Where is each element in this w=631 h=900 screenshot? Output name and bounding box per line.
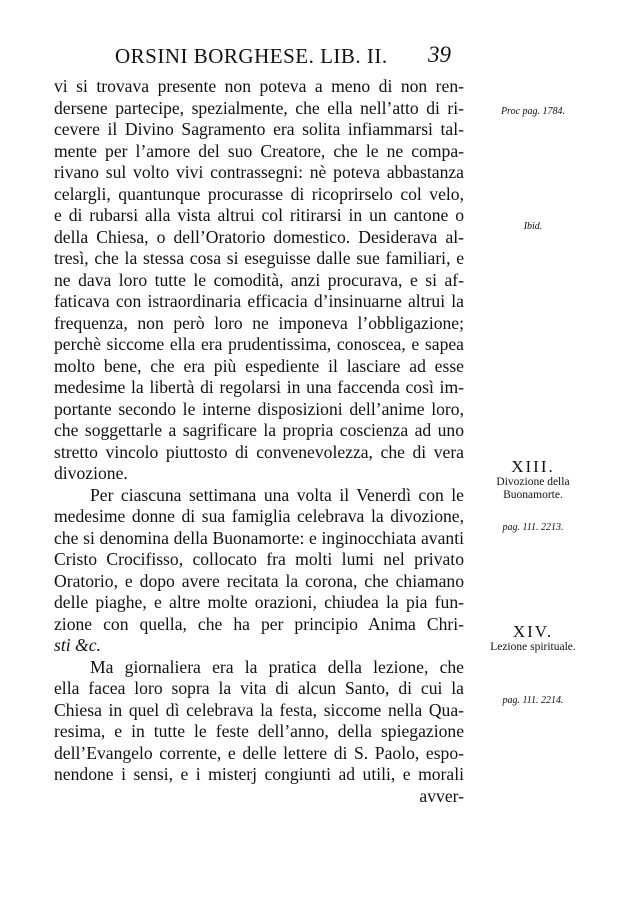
- text-line: della Chiesa, o dell’Oratorio domestico. Desiderava al-: [54, 226, 464, 247]
- text-line: medesime donne di sua famiglia celebrava la divozione,: [54, 506, 464, 526]
- page-header: [0, 44, 631, 74]
- text-line: rivano sul volto vivi contrassegni: nè poteva abbastanza: [54, 162, 464, 182]
- text-line: Cristo Crocifisso, collocato fra molti lumi nel privato: [54, 549, 464, 569]
- text-line: delle piaghe, e altre molte orazioni, chiudea la pia fun-: [54, 592, 464, 612]
- section-title: Lezione spirituale.: [490, 641, 576, 653]
- text-line: ne dava loro tutte le comodità, anzi procurava, e si af-: [54, 269, 464, 290]
- section-number: XIII.: [511, 457, 555, 476]
- catchword: avver-: [419, 785, 464, 806]
- text-line: medesime la libertà di regolarsi in una faccenda così im-: [54, 377, 464, 397]
- text-line: divozione.: [54, 463, 128, 483]
- text-line: e di rubarsi alla vista altrui col ritirarsi in un cantone o: [54, 205, 464, 225]
- text-line: che si denomina della Buonamorte: e inginocchiata avanti: [54, 527, 464, 548]
- text-line: nendone i sensi, e i misterj congiunti ad utili, e morali: [54, 764, 464, 784]
- margin-reference: Proc pag. 1784.: [500, 106, 566, 117]
- text-line: dersene partecipe, spezialmente, che ella nell’atto di ri-: [54, 97, 464, 118]
- text-line: perchè siccome ella era prudentissima, conoscea, e sapea: [54, 334, 464, 354]
- text-line: faticava con istraordinaria efficacia d’insinuarne altrui la: [54, 291, 464, 311]
- text-line: molto bene, che era più espediente il lasciare ad esse: [54, 355, 464, 376]
- paragraph-start-line: Per ciascuna settimana una volta il Venerdì con le: [90, 484, 464, 505]
- text-line: Oratorio, e dopo avere recitata la corona, che chiamano: [54, 570, 464, 591]
- text-line: frequenza, non però loro ne imponeva l’obbligazione;: [54, 312, 464, 333]
- text-line: portante secondo le interne disposizioni dell’anime loro,: [54, 398, 464, 419]
- text-line: ella facea loro sopra la vita di alcun Santo, di cui la: [54, 678, 464, 698]
- section-heading-14: [474, 623, 592, 654]
- paragraph-start-line: Ma giornaliera era la pratica della lezione, che: [90, 656, 464, 677]
- section-heading-13: [474, 458, 592, 502]
- margin-reference: pag. 111. 2214.: [502, 695, 564, 706]
- text-line: zione con quella, che ha per principio Anima Chri-: [54, 613, 464, 634]
- text-line: dell’Evangelo corrente, e delle lettere di S. Paolo, espo-: [54, 742, 464, 763]
- section-number: XIV.: [512, 622, 554, 641]
- page-number: 39: [428, 42, 451, 67]
- body-text: [54, 76, 464, 807]
- text-line: Chiesa in quel dì celebrava la festa, siccome nella Qua-: [54, 699, 464, 720]
- margin-reference: pag. 111. 2213.: [502, 522, 564, 533]
- section-title: Divozione della Buonamorte.: [496, 476, 570, 501]
- text-line: sti &c.: [54, 635, 101, 655]
- text-line: celargli, quantunque procurasse di ricoprirselo col velo,: [54, 183, 464, 204]
- text-line: cevere il Divino Sagramento era solita infiammarsi tal-: [54, 119, 464, 139]
- text-line: mente per l’amore del suo Creatore, che le ne compa-: [54, 140, 464, 161]
- text-line: che soggettarle a sagrificare la propria coscienza ad uno: [54, 420, 464, 440]
- text-line: vi si trovava presente non poteva a meno di non ren-: [54, 76, 464, 96]
- margin-reference: Ibid.: [523, 221, 543, 232]
- text-line: stretto vincolo piuttosto di convenevolezza, che di vera: [54, 441, 464, 462]
- text-line: tresì, che la stessa cosa si eseguisse dalle sue familiari, e: [54, 248, 464, 268]
- text-line: resima, e in tutte le feste dell’anno, della spiegazione: [54, 721, 464, 741]
- running-title: ORSINI BORGHESE. LIB. II.: [115, 44, 388, 68]
